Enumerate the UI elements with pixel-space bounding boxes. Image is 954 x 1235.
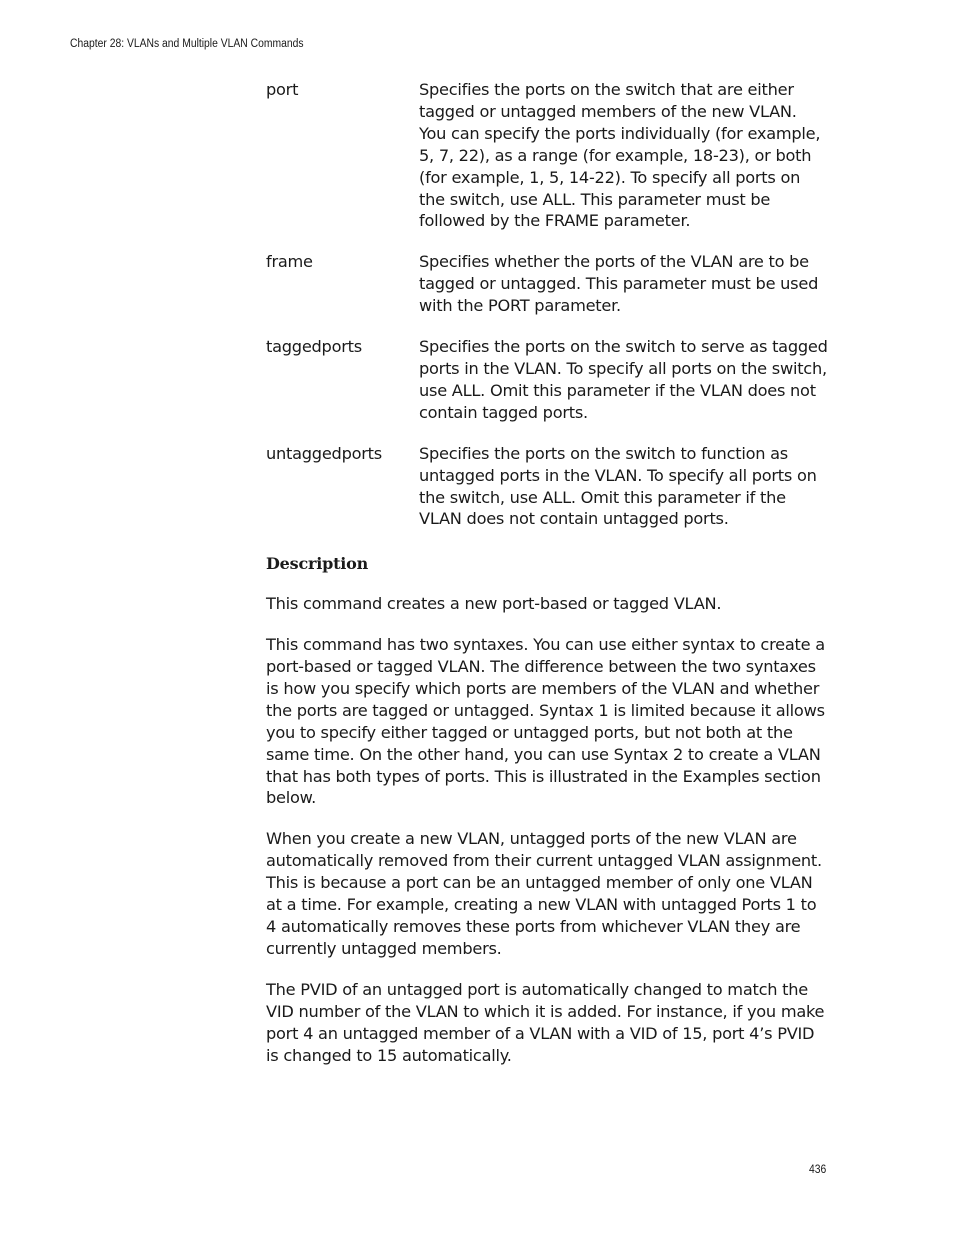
parameter-description: Specifies the ports on the switch to serve as tagged ports in the VLAN. To specify all ports on the switch, use ALL. Omit this parameter if the VLAN does not contain tagged ports. — [419, 337, 828, 422]
description-heading: Description — [266, 554, 369, 574]
description-paragraph: This command creates a new port-based or tagged VLAN. — [266, 594, 722, 614]
description-paragraph: When you create a new VLAN, untagged ports of the new VLAN are automatically removed from their current untagged VLAN assignment. This is because a port can be an untagged member of only one VLAN at a time. For example, creating a new VLAN with untagged Ports 1 to 4 automatically removes these ports from whichever VLAN they are currently untagged members. — [266, 829, 822, 958]
running-header: Chapter 28: VLANs and Multiple VLAN Commands — [70, 38, 304, 50]
parameter-description: Specifies the ports on the switch that are either tagged or untagged members of the new VLAN. You can specify the ports individually (for example, 5, 7, 22), as a range (for example, 18-23), or both (for example, 1, 5, 14-22). To specify all ports on the switch, use ALL. This parameter must be followed by the FRAME parameter. — [419, 80, 821, 231]
parameter-name: untaggedports — [266, 443, 382, 463]
parameter-description: Specifies the ports on the switch to function as untagged ports in the VLAN. To specify all ports on the switch, use ALL. Omit this parameter if the VLAN does not contain untagged ports. — [419, 443, 817, 529]
description-paragraph: This command has two syntaxes. You can use either syntax to create a port-based or tagged VLAN. The difference between the two syntaxes is how you specify which ports are members of the VLAN and whether the ports are tagged or untagged. Syntax 1 is limited because it allows you to specify either tagged or untagged ports, but not both at the same time. On the other hand, you can use Syntax 2 to create a VLAN that has both types of ports. This is illustrated in the Examples section below. — [266, 635, 825, 808]
parameter-name: taggedports — [266, 337, 362, 357]
parameter-row-untaggedports — [266, 443, 828, 531]
parameter-row-port — [266, 79, 828, 232]
page-number: 436 — [809, 1164, 827, 1176]
parameter-name: port — [266, 80, 299, 99]
page-content — [266, 79, 828, 1085]
parameter-name: frame — [266, 252, 313, 272]
description-paragraph: The PVID of an untagged port is automatically changed to match the VID number of the VLAN to which it is added. For instance, if you make port 4 an untagged member of a VLAN with a VID of 15, port 4’s PVID is changed to 15 automatically. — [266, 979, 825, 1065]
parameter-description: Specifies whether the ports of the VLAN are to be tagged or untagged. This parameter must be used with the PORT parameter. — [419, 252, 819, 316]
parameter-row-taggedports — [266, 336, 828, 424]
parameter-row-frame — [266, 251, 828, 317]
